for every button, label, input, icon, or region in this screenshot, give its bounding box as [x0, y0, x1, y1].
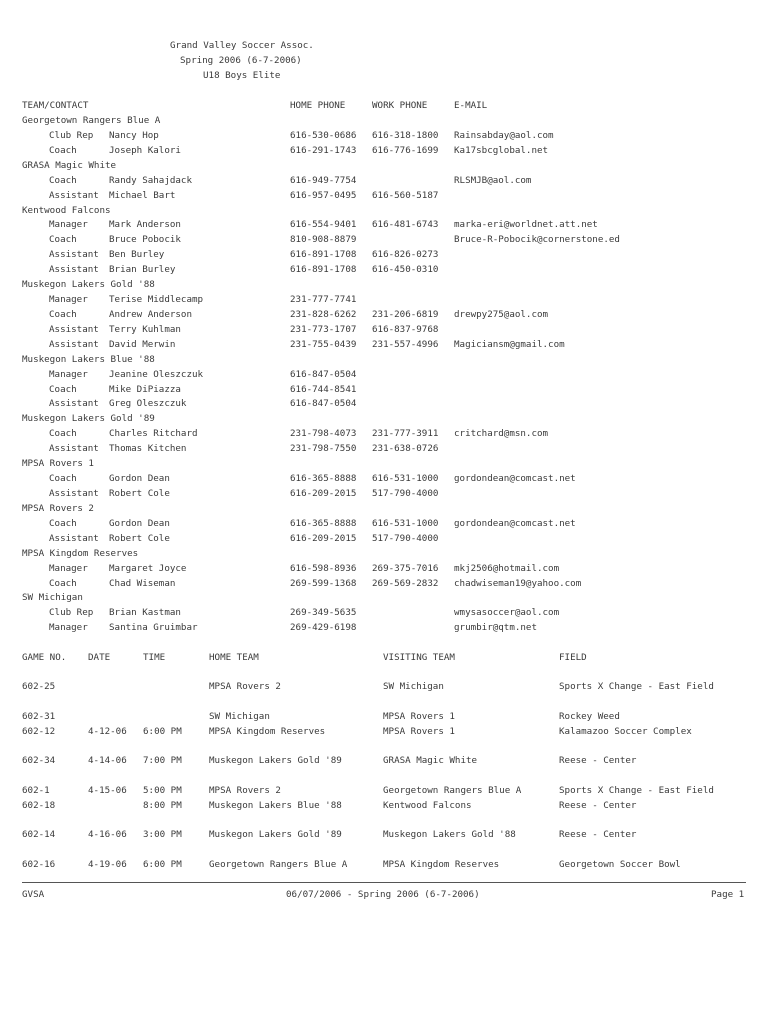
team-name: MPSA Rovers 2	[22, 503, 94, 514]
contact-name: Terry Kuhlman	[109, 324, 181, 335]
contact-home-phone: 269-599-1368	[290, 578, 357, 589]
home-team: MPSA Rovers 2	[209, 681, 281, 692]
contact-role: Assistant	[49, 533, 99, 544]
contact-home-phone: 616-891-1708	[290, 249, 357, 260]
contact-name: Charles Ritchard	[109, 428, 198, 439]
team-name: Georgetown Rangers Blue A	[22, 115, 161, 126]
contact-work-phone: 616-560-5187	[372, 190, 439, 201]
contact-name: Margaret Joyce	[109, 563, 187, 574]
schedule-header-game: GAME NO.	[22, 652, 67, 663]
contact-home-phone: 616-957-0495	[290, 190, 357, 201]
contact-home-phone: 616-530-0686	[290, 130, 357, 141]
game-date: 4-15-06	[88, 785, 127, 796]
contact-work-phone: 231-557-4996	[372, 339, 439, 350]
contact-home-phone: 231-798-4073	[290, 428, 357, 439]
contact-role: Manager	[49, 622, 88, 633]
contact-role: Assistant	[49, 190, 99, 201]
contact-email: critchard@msn.com	[454, 428, 549, 439]
contact-email: grumbir@qtm.net	[454, 622, 537, 633]
game-number: 602-18	[22, 800, 56, 811]
contact-role: Manager	[49, 294, 88, 305]
contact-email: RLSMJB@aol.com	[454, 175, 532, 186]
visiting-team: Georgetown Rangers Blue A	[383, 785, 522, 796]
contact-role: Manager	[49, 219, 88, 230]
contact-role: Coach	[49, 518, 77, 529]
contact-home-phone: 810-908-8879	[290, 234, 357, 245]
contact-work-phone: 231-206-6819	[372, 309, 439, 320]
contact-home-phone: 616-598-8936	[290, 563, 357, 574]
contact-role: Assistant	[49, 249, 99, 260]
contact-home-phone: 231-773-1707	[290, 324, 357, 335]
contact-work-phone: 616-318-1800	[372, 130, 439, 141]
field: Reese - Center	[559, 829, 637, 840]
contact-home-phone: 616-209-2015	[290, 488, 357, 499]
schedule-header-date: DATE	[88, 652, 111, 663]
contacts-header-email: E-MAIL	[454, 100, 488, 111]
contact-email: wmysasoccer@aol.com	[454, 607, 560, 618]
contact-role: Club Rep	[49, 607, 94, 618]
contact-work-phone: 616-837-9768	[372, 324, 439, 335]
team-name: MPSA Kingdom Reserves	[22, 548, 139, 559]
game-time: 8:00 PM	[143, 800, 182, 811]
contact-role: Coach	[49, 175, 77, 186]
contact-role: Coach	[49, 145, 77, 156]
contact-email: Ka17sbcglobal.net	[454, 145, 549, 156]
contact-work-phone: 616-826-0273	[372, 249, 439, 260]
home-team: MPSA Rovers 2	[209, 785, 281, 796]
game-time: 5:00 PM	[143, 785, 182, 796]
contact-role: Coach	[49, 234, 77, 245]
division-title: U18 Boys Elite	[203, 70, 281, 81]
visiting-team: SW Michigan	[383, 681, 444, 692]
contact-home-phone: 616-847-0504	[290, 369, 357, 380]
contact-work-phone: 231-777-3911	[372, 428, 439, 439]
contacts-header-home: HOME PHONE	[290, 100, 346, 111]
contact-work-phone: 616-776-1699	[372, 145, 439, 156]
contact-name: Randy Sahajdack	[109, 175, 192, 186]
game-time: 7:00 PM	[143, 755, 182, 766]
game-date: 4-19-06	[88, 859, 127, 870]
contact-work-phone: 269-375-7016	[372, 563, 439, 574]
contact-home-phone: 616-847-0504	[290, 398, 357, 409]
contact-name: Robert Cole	[109, 533, 170, 544]
contact-home-phone: 616-554-9401	[290, 219, 357, 230]
contact-home-phone: 269-429-6198	[290, 622, 357, 633]
contact-home-phone: 269-349-5635	[290, 607, 357, 618]
game-number: 602-16	[22, 859, 56, 870]
visiting-team: Muskegon Lakers Gold '88	[383, 829, 516, 840]
contact-email: gordondean@comcast.net	[454, 518, 576, 529]
contact-home-phone: 231-777-7741	[290, 294, 357, 305]
game-date: 4-12-06	[88, 726, 127, 737]
contacts-header-team: TEAM/CONTACT	[22, 100, 89, 111]
home-team: Muskegon Lakers Blue '88	[209, 800, 342, 811]
contact-role: Assistant	[49, 398, 99, 409]
contact-role: Manager	[49, 369, 88, 380]
contact-name: Mike DiPiazza	[109, 384, 181, 395]
contact-name: Chad Wiseman	[109, 578, 176, 589]
contact-work-phone: 616-531-1000	[372, 473, 439, 484]
game-time: 3:00 PM	[143, 829, 182, 840]
schedule-header-home: HOME TEAM	[209, 652, 259, 663]
team-name: Muskegon Lakers Gold '89	[22, 413, 155, 424]
contact-name: Brian Burley	[109, 264, 176, 275]
contact-work-phone: 616-531-1000	[372, 518, 439, 529]
field: Reese - Center	[559, 800, 637, 811]
footer-page: Page 1	[711, 889, 745, 900]
contact-name: Bruce Pobocik	[109, 234, 181, 245]
org-title: Grand Valley Soccer Assoc.	[170, 40, 314, 51]
contact-work-phone: 616-450-0310	[372, 264, 439, 275]
field: Georgetown Soccer Bowl	[559, 859, 681, 870]
schedule-header-visiting: VISITING TEAM	[383, 652, 455, 663]
footer-left: GVSA	[22, 889, 45, 900]
contact-name: Terise Middlecamp	[109, 294, 204, 305]
visiting-team: MPSA Rovers 1	[383, 711, 455, 722]
field: Kalamazoo Soccer Complex	[559, 726, 692, 737]
contact-name: Robert Cole	[109, 488, 170, 499]
field: Sports X Change - East Field	[559, 681, 714, 692]
contact-name: Ben Burley	[109, 249, 165, 260]
contact-email: mkj2506@hotmail.com	[454, 563, 560, 574]
contact-work-phone: 517-790-4000	[372, 488, 439, 499]
contact-home-phone: 231-798-7550	[290, 443, 357, 454]
contacts-header-work: WORK PHONE	[372, 100, 428, 111]
game-number: 602-12	[22, 726, 56, 737]
contact-role: Assistant	[49, 488, 99, 499]
game-number: 602-1	[22, 785, 50, 796]
team-name: Muskegon Lakers Gold '88	[22, 279, 155, 290]
home-team: Georgetown Rangers Blue A	[209, 859, 348, 870]
contact-home-phone: 616-365-8888	[290, 473, 357, 484]
contact-email: gordondean@comcast.net	[454, 473, 576, 484]
contact-role: Coach	[49, 578, 77, 589]
contact-work-phone: 616-481-6743	[372, 219, 439, 230]
contact-name: Greg Oleszczuk	[109, 398, 187, 409]
visiting-team: MPSA Kingdom Reserves	[383, 859, 500, 870]
contact-work-phone: 517-790-4000	[372, 533, 439, 544]
contact-role: Coach	[49, 309, 77, 320]
contact-email: drewpy275@aol.com	[454, 309, 549, 320]
contact-role: Assistant	[49, 339, 99, 350]
contact-work-phone: 231-638-0726	[372, 443, 439, 454]
season-title: Spring 2006 (6-7-2006)	[180, 55, 302, 66]
game-number: 602-25	[22, 681, 56, 692]
team-name: Kentwood Falcons	[22, 205, 111, 216]
contact-home-phone: 616-949-7754	[290, 175, 357, 186]
contact-name: Santina Gruimbar	[109, 622, 198, 633]
contact-role: Coach	[49, 473, 77, 484]
game-date: 4-14-06	[88, 755, 127, 766]
team-name: GRASA Magic White	[22, 160, 117, 171]
contact-name: Andrew Anderson	[109, 309, 192, 320]
contact-email: Magiciansm@gmail.com	[454, 339, 565, 350]
game-number: 602-34	[22, 755, 56, 766]
team-name: MPSA Rovers 1	[22, 458, 94, 469]
contact-name: Gordon Dean	[109, 473, 170, 484]
field: Rockey Weed	[559, 711, 620, 722]
contact-name: Thomas Kitchen	[109, 443, 187, 454]
team-name: Muskegon Lakers Blue '88	[22, 354, 155, 365]
game-time: 6:00 PM	[143, 726, 182, 737]
game-date: 4-16-06	[88, 829, 127, 840]
contact-role: Assistant	[49, 264, 99, 275]
visiting-team: GRASA Magic White	[383, 755, 478, 766]
contact-home-phone: 616-744-8541	[290, 384, 357, 395]
visiting-team: MPSA Rovers 1	[383, 726, 455, 737]
contact-home-phone: 616-291-1743	[290, 145, 357, 156]
game-time: 6:00 PM	[143, 859, 182, 870]
game-number: 602-31	[22, 711, 56, 722]
contact-email: chadwiseman19@yahoo.com	[454, 578, 582, 589]
contact-name: Nancy Hop	[109, 130, 159, 141]
contact-name: David Merwin	[109, 339, 176, 350]
contact-role: Coach	[49, 384, 77, 395]
contact-name: Joseph Kalori	[109, 145, 181, 156]
contact-name: Brian Kastman	[109, 607, 181, 618]
contact-name: Gordon Dean	[109, 518, 170, 529]
contact-work-phone: 269-569-2832	[372, 578, 439, 589]
contact-email: marka-eri@worldnet.att.net	[454, 219, 598, 230]
contact-role: Assistant	[49, 324, 99, 335]
home-team: MPSA Kingdom Reserves	[209, 726, 326, 737]
contact-email: Rainsabday@aol.com	[454, 130, 554, 141]
footer-rule	[22, 882, 746, 883]
game-number: 602-14	[22, 829, 56, 840]
home-team: Muskegon Lakers Gold '89	[209, 755, 342, 766]
contact-email: Bruce-R-Pobocik@cornerstone.ed	[454, 234, 620, 245]
contact-name: Michael Bart	[109, 190, 176, 201]
field: Sports X Change - East Field	[559, 785, 714, 796]
contact-role: Assistant	[49, 443, 99, 454]
footer-center: 06/07/2006 - Spring 2006 (6-7-2006)	[286, 889, 480, 900]
contact-home-phone: 231-828-6262	[290, 309, 357, 320]
contact-role: Manager	[49, 563, 88, 574]
contact-name: Mark Anderson	[109, 219, 181, 230]
team-name: SW Michigan	[22, 592, 83, 603]
contact-home-phone: 616-365-8888	[290, 518, 357, 529]
contact-home-phone: 616-891-1708	[290, 264, 357, 275]
contact-role: Coach	[49, 428, 77, 439]
contact-role: Club Rep	[49, 130, 94, 141]
contact-name: Jeanine Oleszczuk	[109, 369, 204, 380]
schedule-header-field: FIELD	[559, 652, 587, 663]
visiting-team: Kentwood Falcons	[383, 800, 472, 811]
home-team: Muskegon Lakers Gold '89	[209, 829, 342, 840]
home-team: SW Michigan	[209, 711, 270, 722]
schedule-header-time: TIME	[143, 652, 166, 663]
contact-home-phone: 231-755-0439	[290, 339, 357, 350]
contact-home-phone: 616-209-2015	[290, 533, 357, 544]
field: Reese - Center	[559, 755, 637, 766]
